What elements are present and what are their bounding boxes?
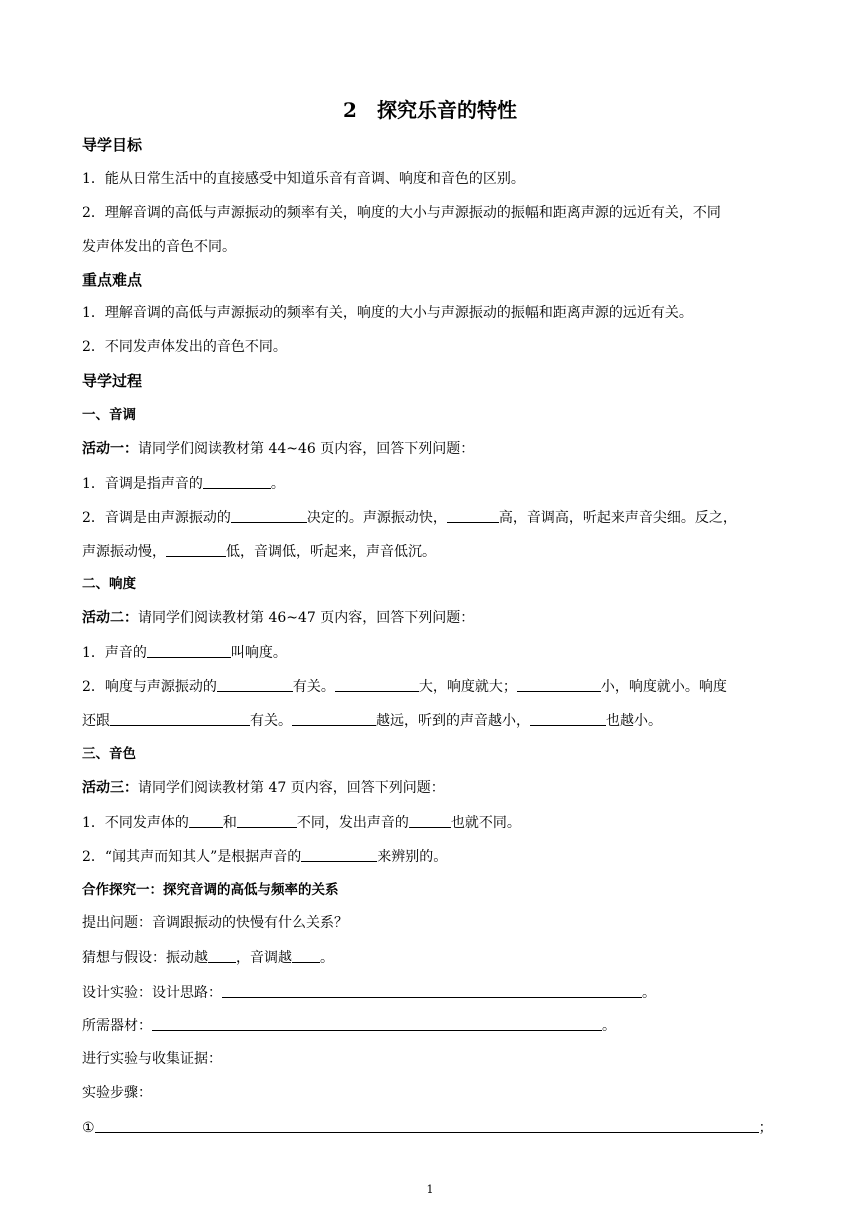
inquiry-step-1	[82, 1118, 773, 1137]
question-text: 设计实验：设计思路：	[82, 985, 222, 1001]
question-text: 决定的。声源振动快，	[306, 510, 447, 526]
question-text: 有关。	[292, 679, 335, 695]
answer-blank[interactable]	[208, 948, 236, 963]
answer-blank[interactable]	[189, 813, 223, 828]
page-number: 1	[426, 1183, 434, 1196]
keypoints-heading: 重点难点	[82, 271, 143, 289]
question-text: 叫响度。	[230, 645, 287, 661]
loudness-heading: 二、响度	[82, 576, 136, 592]
inquiry-steps: 实验步骤：	[82, 1085, 152, 1101]
answer-blank[interactable]	[335, 677, 419, 692]
timbre-question-2	[82, 847, 447, 866]
question-text: 。	[320, 950, 334, 966]
question-text: 2．响度与声源振动的	[82, 679, 217, 695]
pitch-activity	[82, 440, 474, 458]
page-title: 2 探究乐音的特性	[343, 98, 517, 122]
pitch-heading: 一、音调	[82, 407, 136, 423]
goal-item-2a: 2．理解音调的高低与声源振动的频率有关，响度的大小与声源振动的振幅和距离声源的远近有关，不同	[82, 205, 721, 221]
answer-blank[interactable]	[166, 542, 226, 557]
activity-text: 请同学们阅读教材第 47 页内容，回答下列问题：	[138, 780, 445, 796]
answer-blank[interactable]	[217, 677, 293, 692]
pitch-question-1	[82, 474, 285, 493]
answer-blank[interactable]	[110, 711, 250, 726]
question-text: 大，响度就大；	[418, 679, 517, 695]
activity-text: 请同学们阅读教材第 44~46 页内容，回答下列问题：	[138, 441, 475, 457]
question-text: 和	[222, 815, 237, 831]
answer-blank[interactable]	[222, 983, 642, 998]
activity-label: 活动二：	[82, 610, 138, 626]
activity-text: 请同学们阅读教材第 46~47 页内容，回答下列问题：	[138, 610, 475, 626]
answer-blank[interactable]	[237, 813, 297, 828]
timbre-heading: 三、音色	[82, 746, 136, 762]
activity-label: 活动三：	[82, 780, 138, 796]
question-text: 所需器材：	[82, 1018, 152, 1034]
keypoint-item-1: 1．理解音调的高低与声源振动的频率有关，响度的大小与声源振动的振幅和距离声源的远近有关。	[82, 305, 693, 321]
goal-item-1: 1．能从日常生活中的直接感受中知道乐音有音调、响度和音色的区别。	[82, 171, 525, 187]
inquiry-design	[82, 983, 656, 1002]
answer-blank[interactable]	[301, 847, 377, 862]
answer-blank[interactable]	[292, 948, 320, 963]
inquiry-question: 提出问题：音调跟振动的快慢有什么关系？	[82, 915, 348, 931]
answer-blank[interactable]	[147, 643, 231, 658]
timbre-question-1	[82, 813, 521, 832]
answer-blank[interactable]	[409, 813, 451, 828]
question-text: 低，音调低，听起来，声音低沉。	[226, 544, 436, 560]
question-text: 2．“闻其声而知其人”是根据声音的	[82, 849, 302, 865]
question-text: 1．音调是指声音的	[82, 476, 203, 492]
answer-blank[interactable]	[231, 508, 307, 523]
pitch-question-2-cont	[82, 542, 436, 561]
inquiry-conduct: 进行实验与收集证据：	[82, 1051, 222, 1067]
question-text: 声源振动慢，	[82, 544, 166, 560]
answer-blank[interactable]	[292, 711, 376, 726]
question-text: 不同，发出声音的	[296, 815, 409, 831]
question-text: 高，音调高，听起来声音尖细。反之，	[498, 510, 737, 526]
question-text: 越远，听到的声音越小，	[376, 713, 530, 729]
question-text: 有关。	[250, 713, 292, 729]
pitch-question-2	[82, 508, 737, 527]
loudness-question-2-cont	[82, 711, 662, 730]
question-text: 1．不同发声体的	[82, 815, 189, 831]
question-text: 来辨别的。	[377, 849, 448, 865]
loudness-question-1	[82, 643, 287, 662]
answer-blank[interactable]	[530, 711, 606, 726]
question-text: 2．音调是由声源振动的	[82, 510, 231, 526]
inquiry-heading: 合作探究一：探究音调的高低与频率的关系	[82, 882, 339, 898]
question-text: 也越小。	[606, 713, 662, 729]
activity-label: 活动一：	[82, 441, 138, 457]
question-text: ；	[758, 1120, 773, 1136]
timbre-activity	[82, 779, 445, 797]
answer-blank[interactable]	[152, 1016, 602, 1031]
question-text: 。	[642, 985, 656, 1001]
loudness-activity	[82, 609, 474, 627]
question-text: 。	[270, 476, 285, 492]
question-text: 。	[602, 1018, 616, 1034]
answer-blank[interactable]	[517, 677, 601, 692]
goal-item-2b: 发声体发出的音色不同。	[82, 239, 236, 255]
process-heading: 导学过程	[82, 372, 143, 390]
question-text: 小，响度就小。响度	[600, 679, 727, 695]
goals-heading: 导学目标	[82, 136, 143, 154]
question-text: ，音调越	[236, 950, 292, 966]
question-text: 也就不同。	[450, 815, 521, 831]
inquiry-hypothesis	[82, 948, 334, 967]
answer-blank[interactable]	[95, 1118, 759, 1133]
step-marker: ①	[82, 1120, 95, 1136]
answer-blank[interactable]	[447, 508, 499, 523]
loudness-question-2	[82, 677, 727, 696]
question-text: 还跟	[82, 713, 110, 729]
keypoint-item-2: 2．不同发声体发出的音色不同。	[82, 339, 287, 355]
question-text: 猜想与假设：振动越	[82, 950, 208, 966]
question-text: 1．声音的	[82, 645, 147, 661]
inquiry-materials	[82, 1016, 616, 1035]
answer-blank[interactable]	[203, 474, 271, 489]
